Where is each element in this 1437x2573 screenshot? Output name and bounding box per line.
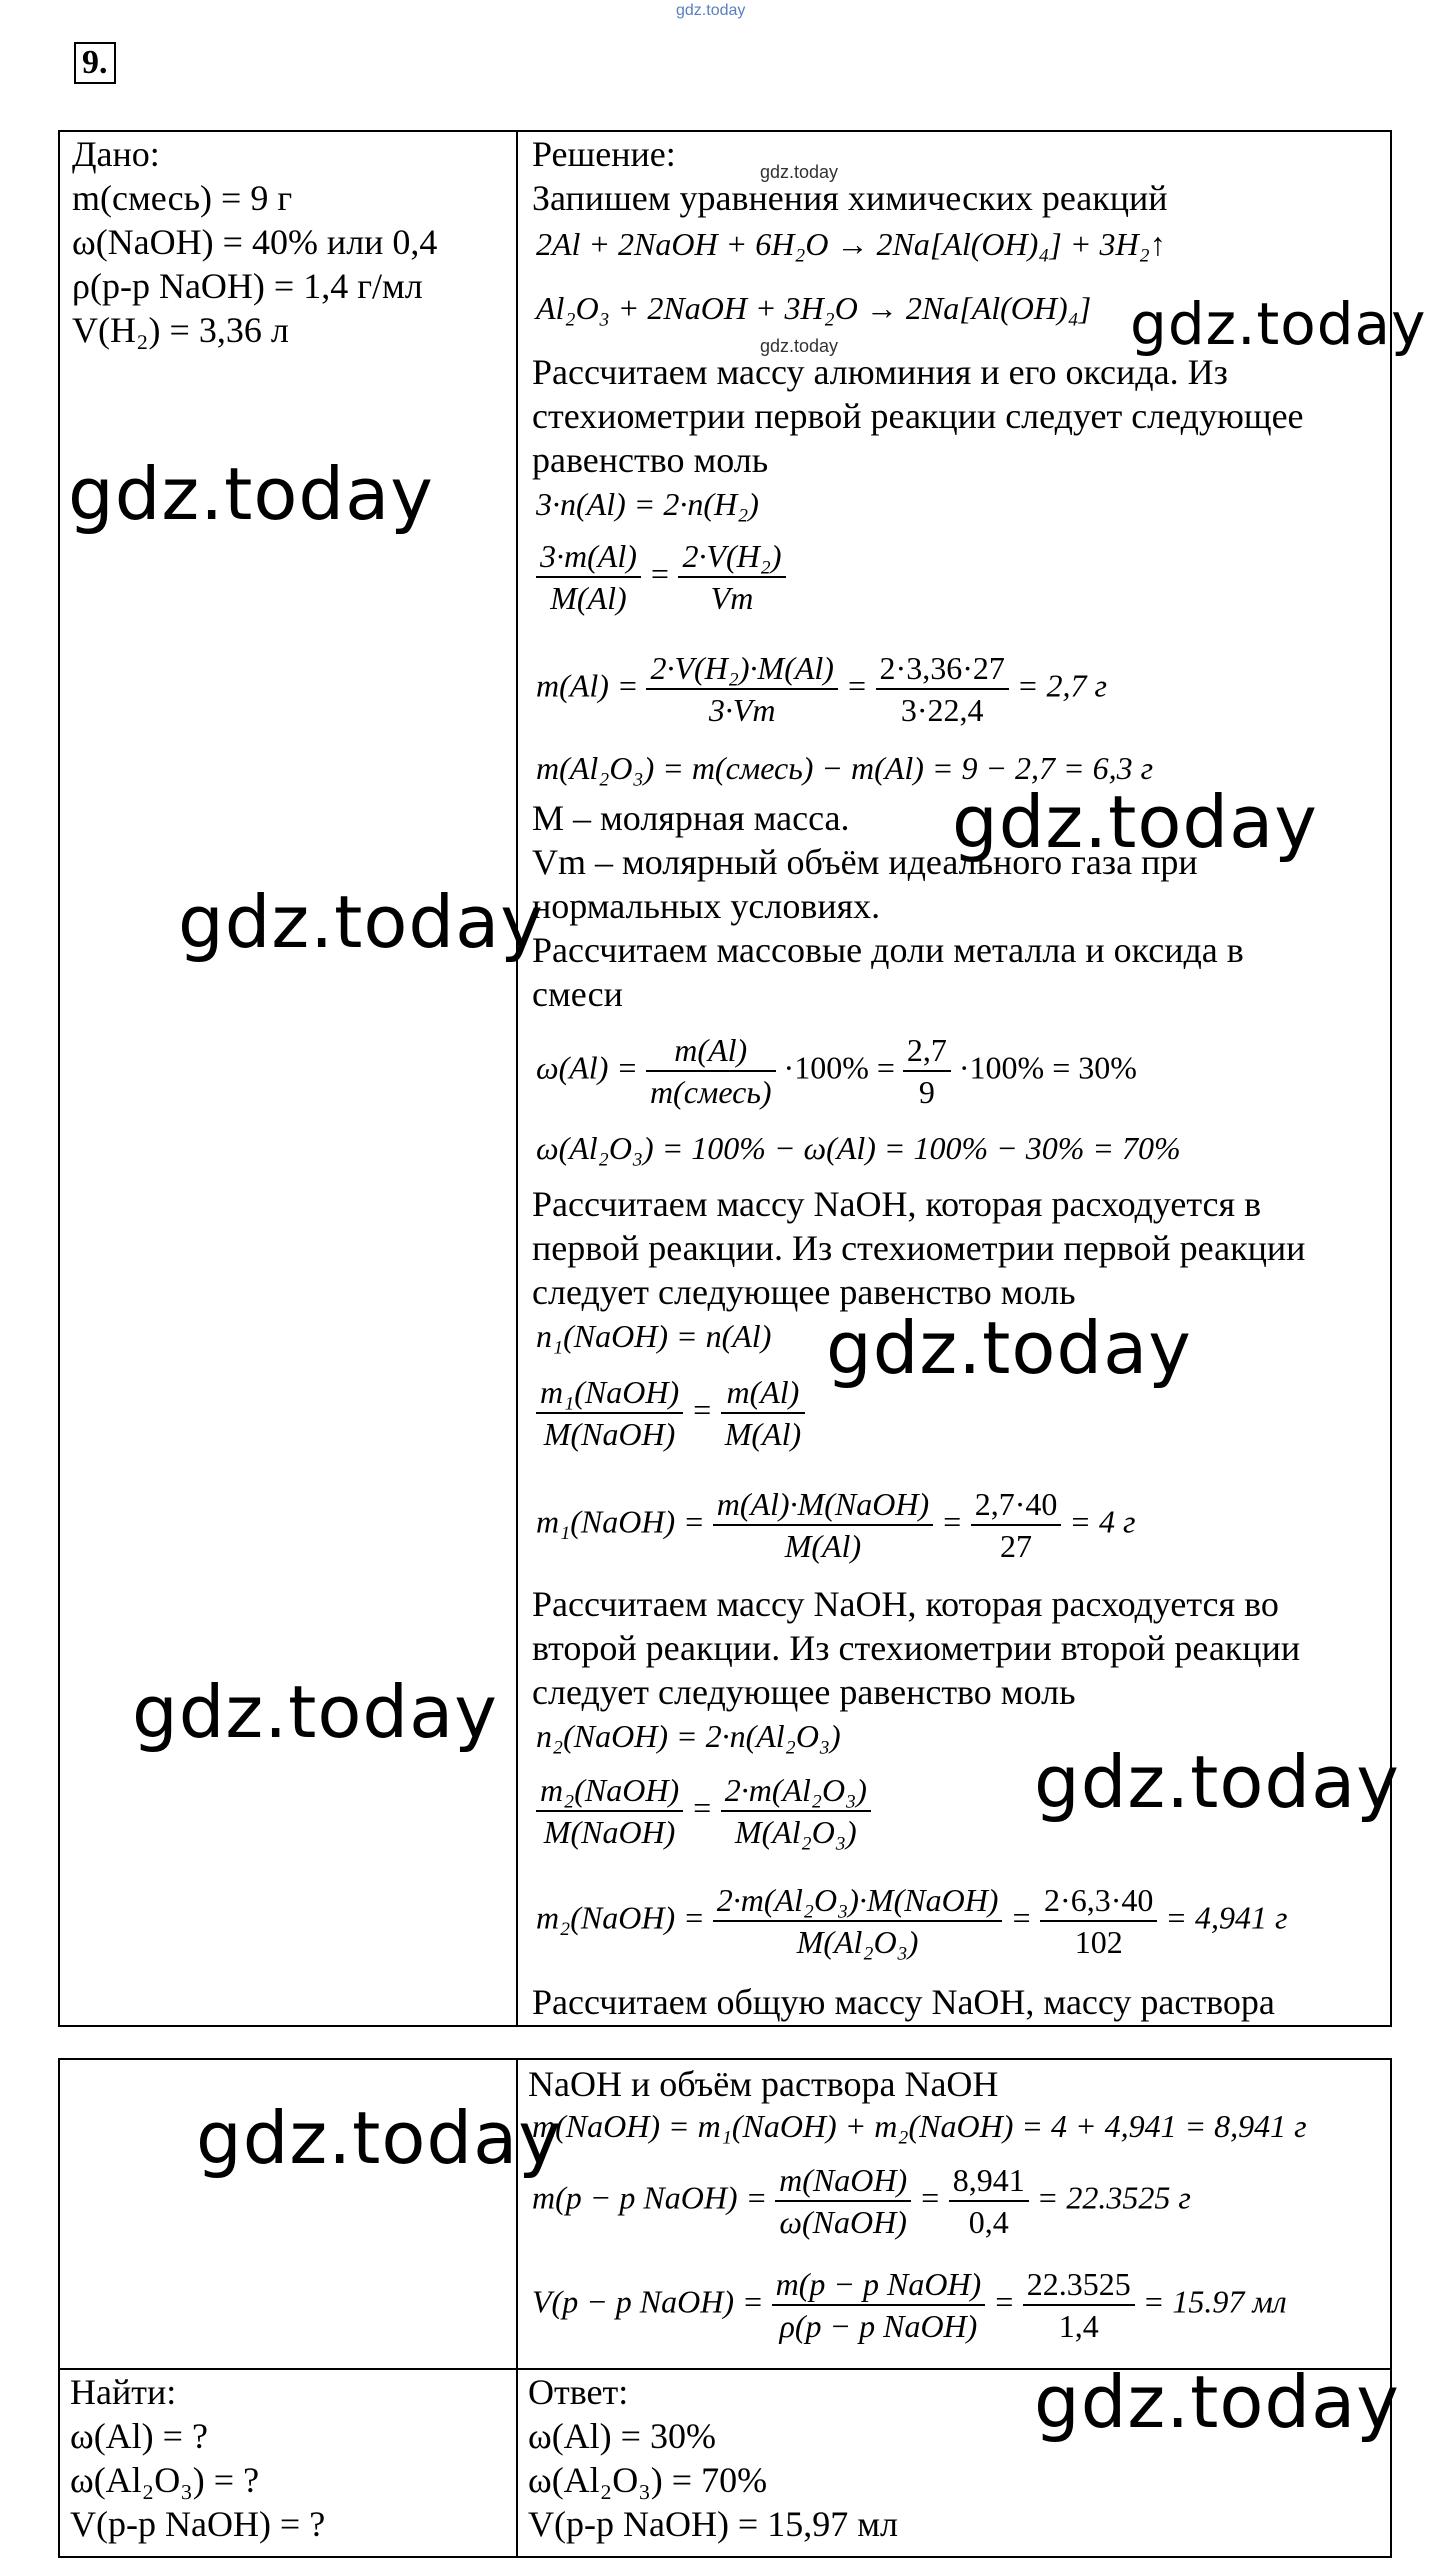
formula-14: m(p − p NaOH) = $\frac{\text{m(NaOH)}}{\text{ω(NaOH)}}$ = $\frac{8,941}{0,4}$ = 22.3525 г [532, 2162, 1191, 2240]
given-line: V(H₂) = 3,36 л [72, 310, 289, 350]
header-watermark: gdz.today [676, 2, 746, 19]
watermark: gdz.today [1130, 290, 1427, 358]
formula-9: m₁(NaOH) = $\frac{\text{m(Al)·M(NaOH)}}{M(Al)}$ = $\frac{2,7\cdot 40}{27}$ = 4 г [536, 1486, 1136, 1564]
paragraph-line: нормальных условиях. [532, 886, 881, 926]
watermark: gdz.today [178, 880, 544, 964]
find-line: V(р-р NaOH) = ? [70, 2504, 326, 2544]
watermark: gdz.today [132, 1670, 498, 1754]
given-line: ρ(р-р NaOH) = 1,4 г/мл [72, 266, 423, 306]
paragraph-line: следует следующее равенство моль [532, 1272, 1076, 1312]
answer-line: ω(Al₂O₃) = 70% [528, 2460, 768, 2500]
watermark: gdz.today [1034, 2360, 1400, 2444]
formula-4: m(Al₂O₃) = m(смесь) − m(Al) = 9 − 2,7 = 6,3 г [536, 750, 1154, 786]
formula-10: n₂(NaOH) = 2·n(Al₂O₃) [536, 1718, 841, 1754]
find-line: ω(Al₂O₃) = ? [70, 2460, 260, 2500]
paragraph-line: M – молярная масса. [532, 798, 850, 838]
formula-5: ω(Al) = $\frac{m(Al)}{\text{m(смесь)}}$ ·100% = $\frac{2,7}{9}$ ·100% = 30% [536, 1032, 1137, 1110]
formula-8: $\frac{\text{m₁(NaOH)}}{\text{M(NaOH)}}$ = $\frac{m(Al)}{M(Al)}$ [536, 1372, 805, 1454]
watermark-tiny: gdz.today [760, 336, 839, 356]
paragraph-line: Рассчитаем массовые доли металла и оксида в [532, 930, 1244, 970]
given-line: ω(NaOH) = 40% или 0,4 [72, 222, 438, 262]
paragraph-line: первой реакции. Из стехиометрии первой реакции [532, 1228, 1306, 1268]
paragraph-line: Рассчитаем массу алюминия и его оксида. Из [532, 352, 1228, 392]
given-line: m(смесь) = 9 г [72, 178, 293, 218]
answer-line: V(р-р NaOH) = 15,97 мл [528, 2504, 898, 2544]
solution-intro: Запишем уравнения химических реакций [532, 178, 1168, 218]
formula-11: $\frac{\text{m₂(NaOH)}}{\text{M(NaOH)}}$ = $\frac{\text{2·m(Al₂O₃)}}{\text{M(Al₂O₃)}}$ [536, 1770, 871, 1852]
watermark: gdz.today [1034, 1740, 1400, 1824]
paragraph-line: смеси [532, 974, 623, 1014]
answer-line: ω(Al) = 30% [528, 2416, 716, 2456]
answer-title: Ответ: [528, 2372, 629, 2412]
solution-title: Решение: [532, 134, 676, 174]
paragraph-line: Рассчитаем общую массу NaOH, массу раствора [532, 1982, 1275, 2022]
equation-1: 2Al + 2NaOH + 6H₂O → 2Na[Al(OH)₄] + 3H₂↑ [536, 226, 1166, 262]
find-line: ω(Al) = ? [70, 2416, 208, 2456]
paragraph-line: NaOH и объём раствора NaOH [528, 2064, 999, 2104]
formula-3: m(Al) = $\frac{\text{2·V(H₂)·M(Al)}}{3\cdot Vm}$ = $\frac{2\cdot 3,36\cdot 27}{3\cdot 22,4}$ = 2,7 г [536, 650, 1107, 728]
formula-13: m(NaOH) = m₁(NaOH) + m₂(NaOH) = 4 + 4,941 = 8,941 г [532, 2108, 1307, 2144]
paragraph-line: второй реакции. Из стехиометрии второй реакции [532, 1628, 1301, 1668]
paragraph-line: Рассчитаем массу NaOH, которая расходуется в [532, 1184, 1262, 1224]
watermark: gdz.today [196, 2096, 562, 2180]
table-divider [516, 130, 518, 2027]
formula-12: m₂(NaOH) = $\frac{\text{2·m(Al₂O₃)·M(NaOH)}}{\text{M(Al₂O₃)}}$ = $\frac{2\cdot 6,3\cdot 40}{102}$ = 4,941 г [536, 1882, 1288, 1960]
paragraph-line: Vm – молярный объём идеального газа при [532, 842, 1198, 882]
task-number: 9. [74, 42, 116, 84]
paragraph-line: стехиометрии первой реакции следует следующее [532, 396, 1304, 436]
formula-1: 3·n(Al) = 2·n(H₂) [536, 486, 759, 522]
given-title: Дано: [72, 134, 160, 174]
watermark-tiny: gdz.today [760, 162, 839, 182]
paragraph-line: Рассчитаем массу NaOH, которая расходуется во [532, 1584, 1279, 1624]
paragraph-line: равенство моль [532, 440, 769, 480]
equation-2: Al₂O₃ + 2NaOH + 3H₂O → 2Na[Al(OH)₄] [536, 290, 1092, 326]
paragraph-line: следует следующее равенство моль [532, 1672, 1076, 1712]
watermark: gdz.today [68, 452, 434, 536]
formula-7: n₁(NaOH) = n(Al) [536, 1318, 772, 1354]
formula-2: $\frac{3\cdot m(Al)}{M(Al)}$ = $\frac{\text{2·V(H₂)}}{Vm}$ [536, 536, 786, 618]
watermark: gdz.today [952, 780, 1318, 864]
find-title: Найти: [70, 2372, 177, 2412]
formula-6: ω(Al₂O₃) = 100% − ω(Al) = 100% − 30% = 70% [536, 1130, 1181, 1166]
watermark: gdz.today [826, 1306, 1192, 1390]
formula-15: V(p − p NaOH) = $\frac{\text{m(p − p NaOH)}}{\text{ρ(p − p NaOH)}}$ = $\frac{22.3525}{1,4}$ = 15.97 мл [532, 2266, 1287, 2344]
